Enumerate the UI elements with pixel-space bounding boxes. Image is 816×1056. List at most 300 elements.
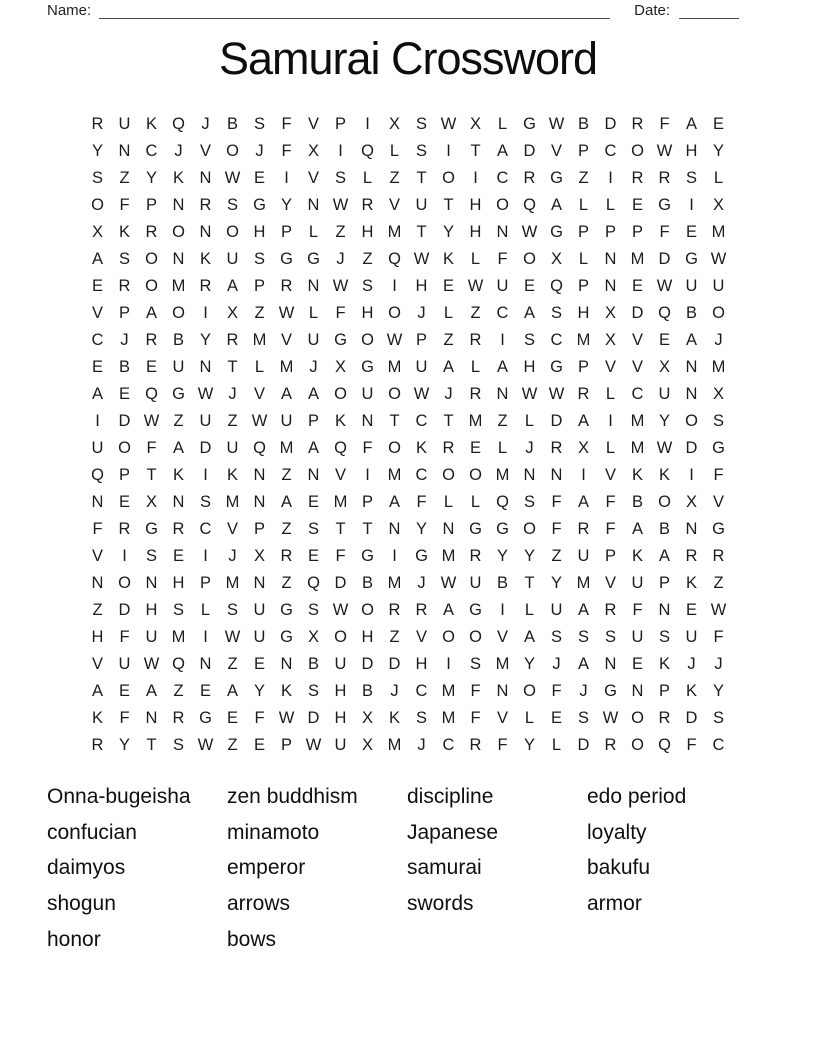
grid-cell: W xyxy=(332,277,349,295)
grid-cell: R xyxy=(631,169,644,187)
grid-cell: C xyxy=(631,385,644,403)
grid-cell: Y xyxy=(658,412,670,430)
grid-cell: Q xyxy=(91,466,104,484)
grid-cell: M xyxy=(252,331,267,349)
grid-cell: V xyxy=(91,304,103,322)
grid-cell: M xyxy=(441,682,456,700)
grid-cell: E xyxy=(91,277,103,295)
word-item: Onna-bugeisha xyxy=(47,785,191,808)
grid-cell: M xyxy=(225,493,240,511)
grid-cell: U xyxy=(334,655,347,673)
grid-cell: N xyxy=(253,493,266,511)
grid-cell: C xyxy=(199,520,212,538)
grid-cell: J xyxy=(714,331,723,349)
grid-cell: H xyxy=(361,304,374,322)
grid-cell: Y xyxy=(253,682,265,700)
grid-cell: L xyxy=(551,736,562,754)
grid-cell: O xyxy=(442,466,455,484)
grid-cell: J xyxy=(228,385,237,403)
grid-cell: W xyxy=(143,655,160,673)
grid-row xyxy=(84,138,732,165)
grid-cell: E xyxy=(91,358,103,376)
grid-cell: W xyxy=(224,169,241,187)
grid-cell: L xyxy=(200,601,211,619)
grid-cell: E xyxy=(631,196,643,214)
grid-cell: V xyxy=(604,574,616,592)
grid-cell: Y xyxy=(91,142,103,160)
grid-cell: S xyxy=(199,493,211,511)
grid-cell: M xyxy=(495,466,510,484)
grid-cell: G xyxy=(280,601,293,619)
word-item: emperor xyxy=(227,856,306,880)
grid-cell: R xyxy=(415,601,428,619)
grid-cell: A xyxy=(145,304,157,322)
grid-cell: O xyxy=(145,250,158,268)
grid-cell: S xyxy=(550,304,562,322)
grid-cell: R xyxy=(469,385,482,403)
grid-cell: N xyxy=(685,385,698,403)
grid-cell: U xyxy=(226,439,239,457)
grid-row xyxy=(84,273,732,300)
grid-cell: O xyxy=(388,385,401,403)
grid-row xyxy=(84,354,732,381)
grid-cell: O xyxy=(442,169,455,187)
grid-cell: Q xyxy=(334,439,347,457)
grid-cell: T xyxy=(362,520,373,538)
grid-cell: H xyxy=(415,655,428,673)
grid-cell: E xyxy=(631,277,643,295)
grid-cell: O xyxy=(226,223,239,241)
word-list-column xyxy=(227,779,407,958)
grid-cell: W xyxy=(521,223,538,241)
grid-cell: U xyxy=(307,331,320,349)
grid-cell: T xyxy=(335,520,346,538)
grid-cell: W xyxy=(197,385,214,403)
grid-cell: R xyxy=(199,277,212,295)
grid-cell: L xyxy=(524,412,535,430)
grid-cell: N xyxy=(523,466,536,484)
grid-cell: E xyxy=(307,547,319,565)
grid-cell: T xyxy=(443,412,454,430)
grid-cell: P xyxy=(199,574,211,592)
grid-cell: O xyxy=(631,142,644,160)
grid-cell: R xyxy=(388,601,401,619)
grid-cell: Z xyxy=(281,574,292,592)
grid-cell: T xyxy=(443,196,454,214)
grid-cell: J xyxy=(309,358,318,376)
grid-cell: D xyxy=(604,115,617,133)
grid-cell: O xyxy=(361,601,374,619)
grid-cell: R xyxy=(523,169,536,187)
grid-cell: G xyxy=(253,196,266,214)
grid-cell: F xyxy=(281,115,292,133)
grid-cell: U xyxy=(685,277,698,295)
grid-cell: W xyxy=(332,196,349,214)
grid-cell: G xyxy=(604,682,617,700)
grid-cell: N xyxy=(496,223,509,241)
grid-cell: N xyxy=(145,574,158,592)
grid-cell: A xyxy=(145,682,157,700)
grid-cell: N xyxy=(172,493,185,511)
grid-cell: S xyxy=(604,628,616,646)
grid-cell: U xyxy=(712,277,725,295)
grid-cell: J xyxy=(714,655,723,673)
grid-cell: A xyxy=(91,682,103,700)
grid-cell: W xyxy=(413,250,430,268)
grid-cell: I xyxy=(500,331,505,349)
grid-cell: E xyxy=(631,655,643,673)
grid-cell: O xyxy=(388,304,401,322)
grid-cell: V xyxy=(280,331,292,349)
grid-cell: G xyxy=(415,547,428,565)
grid-cell: P xyxy=(415,331,427,349)
grid-cell: C xyxy=(91,331,104,349)
grid-cell: N xyxy=(496,385,509,403)
grid-cell: V xyxy=(388,196,400,214)
grid-cell: Q xyxy=(658,736,671,754)
grid-cell: R xyxy=(118,277,131,295)
grid-cell: S xyxy=(685,169,697,187)
grid-cell: P xyxy=(334,115,346,133)
grid-cell: U xyxy=(118,115,131,133)
grid-cell: J xyxy=(417,304,426,322)
grid-cell: F xyxy=(362,439,373,457)
grid-row xyxy=(84,246,732,273)
grid-cell: B xyxy=(118,358,130,376)
word-item: confucian xyxy=(47,820,137,844)
grid-cell: L xyxy=(605,439,616,457)
grid-cell: A xyxy=(685,331,697,349)
grid-cell: N xyxy=(550,466,563,484)
grid-cell: N xyxy=(388,520,401,538)
grid-cell: J xyxy=(579,682,588,700)
grid-cell: E xyxy=(253,655,265,673)
grid-cell: H xyxy=(469,223,482,241)
grid-cell: R xyxy=(712,547,725,565)
grid-cell: X xyxy=(658,358,670,376)
grid-cell: F xyxy=(605,493,616,511)
grid-cell: G xyxy=(496,520,509,538)
grid-cell: A xyxy=(280,385,292,403)
grid-cell: P xyxy=(253,520,265,538)
grid-cell: Y xyxy=(280,196,292,214)
grid-row xyxy=(84,192,732,219)
grid-cell: U xyxy=(334,736,347,754)
grid-cell: X xyxy=(685,493,697,511)
grid-cell: W xyxy=(521,385,538,403)
grid-cell: R xyxy=(658,709,671,727)
grid-cell: R xyxy=(442,439,455,457)
grid-cell: F xyxy=(146,439,157,457)
grid-cell: A xyxy=(523,304,535,322)
grid-cell: Z xyxy=(227,736,238,754)
grid-cell: F xyxy=(497,736,508,754)
grid-cell: E xyxy=(253,169,265,187)
grid-cell: M xyxy=(630,412,645,430)
grid-cell: K xyxy=(280,682,292,700)
grid-cell: G xyxy=(361,547,374,565)
word-list xyxy=(47,779,767,958)
grid-cell: G xyxy=(550,358,563,376)
grid-cell: K xyxy=(118,223,130,241)
grid-cell: M xyxy=(441,709,456,727)
grid-cell: F xyxy=(335,547,346,565)
grid-cell: Q xyxy=(361,142,374,160)
grid-cell: X xyxy=(145,493,157,511)
grid-cell: T xyxy=(416,169,427,187)
grid-cell: E xyxy=(118,493,130,511)
grid-cell: I xyxy=(608,412,613,430)
grid-cell: A xyxy=(577,601,589,619)
grid-cell: L xyxy=(578,196,589,214)
grid-cell: W xyxy=(440,115,457,133)
grid-cell: W xyxy=(197,736,214,754)
grid-cell: Y xyxy=(523,655,535,673)
grid-cell: S xyxy=(307,520,319,538)
grid-cell: G xyxy=(280,250,293,268)
grid-cell: X xyxy=(604,304,616,322)
grid-cell: Z xyxy=(227,412,238,430)
grid-cell: W xyxy=(548,385,565,403)
grid-cell: J xyxy=(687,655,696,673)
grid-cell: H xyxy=(523,358,536,376)
grid-cell: X xyxy=(91,223,103,241)
grid-cell: I xyxy=(608,169,613,187)
grid-cell: S xyxy=(415,709,427,727)
grid-cell: W xyxy=(413,385,430,403)
grid-cell: N xyxy=(307,466,320,484)
grid-cell: K xyxy=(658,655,670,673)
grid-cell: G xyxy=(712,520,725,538)
grid-cell: V xyxy=(334,466,346,484)
grid-cell: R xyxy=(280,277,293,295)
grid-cell: R xyxy=(469,547,482,565)
grid-cell: E xyxy=(658,331,670,349)
grid-cell: O xyxy=(361,331,374,349)
grid-cell: O xyxy=(496,196,509,214)
grid-cell: C xyxy=(415,682,428,700)
grid-cell: R xyxy=(91,115,104,133)
grid-cell: K xyxy=(685,574,697,592)
grid-cell: E xyxy=(145,358,157,376)
grid-cell: G xyxy=(712,439,725,457)
grid-cell: B xyxy=(631,493,643,511)
grid-cell: I xyxy=(446,142,451,160)
grid-cell: L xyxy=(443,304,454,322)
grid-cell: V xyxy=(307,169,319,187)
grid-cell: C xyxy=(712,736,725,754)
grid-cell: I xyxy=(203,628,208,646)
grid-cell: B xyxy=(226,115,238,133)
grid-cell: K xyxy=(388,709,400,727)
grid-cell: K xyxy=(685,682,697,700)
grid-cell: U xyxy=(361,385,374,403)
grid-cell: K xyxy=(172,169,184,187)
grid-cell: P xyxy=(604,223,616,241)
grid-cell: S xyxy=(118,250,130,268)
grid-cell: S xyxy=(226,196,238,214)
date-write-line xyxy=(679,3,739,19)
grid-cell: G xyxy=(199,709,212,727)
grid-cell: R xyxy=(172,709,185,727)
grid-cell: K xyxy=(172,466,184,484)
grid-cell: O xyxy=(685,412,698,430)
grid-cell: N xyxy=(604,655,617,673)
grid-cell: J xyxy=(174,142,183,160)
grid-cell: X xyxy=(712,196,724,214)
grid-cell: N xyxy=(307,196,320,214)
grid-cell: N xyxy=(172,250,185,268)
grid-cell: J xyxy=(525,439,534,457)
grid-cell: O xyxy=(469,628,482,646)
grid-cell: Y xyxy=(145,169,157,187)
grid-cell: Y xyxy=(199,331,211,349)
grid-cell: N xyxy=(361,412,374,430)
grid-cell: K xyxy=(658,466,670,484)
grid-cell: Y xyxy=(415,520,427,538)
grid-cell: M xyxy=(630,250,645,268)
grid-cell: O xyxy=(118,574,131,592)
grid-cell: X xyxy=(577,439,589,457)
grid-cell: R xyxy=(469,736,482,754)
grid-cell: D xyxy=(523,142,536,160)
grid-cell: R xyxy=(604,736,617,754)
grid-cell: N xyxy=(280,655,293,673)
grid-cell: H xyxy=(685,142,698,160)
grid-row xyxy=(84,381,732,408)
grid-cell: B xyxy=(307,655,319,673)
grid-cell: W xyxy=(656,142,673,160)
grid-cell: A xyxy=(685,115,697,133)
grid-cell: F xyxy=(551,493,562,511)
grid-cell: M xyxy=(711,358,726,376)
grid-cell: R xyxy=(118,520,131,538)
grid-cell: L xyxy=(713,169,724,187)
grid-cell: N xyxy=(253,466,266,484)
grid-cell: F xyxy=(335,304,346,322)
word-item: samurai xyxy=(407,856,482,880)
grid-cell: J xyxy=(120,331,129,349)
grid-cell: N xyxy=(442,520,455,538)
grid-cell: R xyxy=(631,115,644,133)
grid-cell: H xyxy=(253,223,266,241)
grid-cell: E xyxy=(253,736,265,754)
grid-row xyxy=(84,516,732,543)
grid-cell: L xyxy=(605,196,616,214)
grid-cell: H xyxy=(361,223,374,241)
grid-cell: L xyxy=(470,358,481,376)
grid-cell: Q xyxy=(172,655,185,673)
grid-cell: X xyxy=(253,547,265,565)
grid-cell: I xyxy=(500,601,505,619)
grid-cell: U xyxy=(253,628,266,646)
grid-cell: W xyxy=(251,412,268,430)
grid-cell: D xyxy=(334,574,347,592)
grid-cell: J xyxy=(390,682,399,700)
grid-cell: R xyxy=(145,331,158,349)
grid-cell: Z xyxy=(92,601,103,619)
grid-cell: N xyxy=(118,142,131,160)
word-item: loyalty xyxy=(587,820,647,844)
grid-cell: B xyxy=(658,520,670,538)
grid-cell: Y xyxy=(712,682,724,700)
grid-cell: X xyxy=(712,385,724,403)
grid-cell: N xyxy=(631,682,644,700)
grid-cell: P xyxy=(361,493,373,511)
grid-cell: W xyxy=(278,304,295,322)
grid-cell: J xyxy=(255,142,264,160)
grid-cell: X xyxy=(334,358,346,376)
grid-row xyxy=(84,624,732,651)
word-item: bows xyxy=(227,927,277,951)
grid-cell: P xyxy=(658,682,670,700)
grid-cell: J xyxy=(201,115,210,133)
grid-cell: E xyxy=(685,223,697,241)
grid-cell: O xyxy=(712,304,725,322)
grid-cell: A xyxy=(91,385,103,403)
grid-cell: A xyxy=(496,142,508,160)
grid-cell: U xyxy=(496,277,509,295)
grid-cell: U xyxy=(469,574,482,592)
grid-cell: Q xyxy=(145,385,158,403)
grid-cell: O xyxy=(631,709,644,727)
grid-cell: F xyxy=(605,520,616,538)
grid-cell: G xyxy=(334,331,347,349)
grid-row xyxy=(84,678,732,705)
grid-cell: H xyxy=(469,196,482,214)
grid-cell: U xyxy=(253,601,266,619)
grid-cell: R xyxy=(226,331,239,349)
grid-row xyxy=(84,462,732,489)
grid-cell: O xyxy=(442,628,455,646)
grid-cell: J xyxy=(417,574,426,592)
grid-cell: D xyxy=(550,412,563,430)
grid-cell: R xyxy=(199,196,212,214)
grid-cell: V xyxy=(199,142,211,160)
grid-cell: W xyxy=(467,277,484,295)
grid-cell: L xyxy=(497,439,508,457)
grid-cell: R xyxy=(172,520,185,538)
grid-cell: I xyxy=(203,304,208,322)
grid-cell: W xyxy=(278,709,295,727)
grid-cell: A xyxy=(388,493,400,511)
grid-cell: X xyxy=(388,115,400,133)
grid-cell: I xyxy=(689,196,694,214)
grid-cell: Z xyxy=(119,169,130,187)
grid-cell: J xyxy=(336,250,345,268)
grid-cell: G xyxy=(685,250,698,268)
grid-cell: X xyxy=(307,628,319,646)
grid-cell: R xyxy=(577,385,590,403)
grid-cell: L xyxy=(497,115,508,133)
grid-cell: S xyxy=(550,628,562,646)
grid-cell: S xyxy=(145,547,157,565)
grid-cell: X xyxy=(226,304,238,322)
grid-cell: M xyxy=(171,628,186,646)
grid-cell: A xyxy=(550,196,562,214)
grid-cell: I xyxy=(122,547,127,565)
grid-cell: D xyxy=(685,439,698,457)
grid-cell: S xyxy=(658,628,670,646)
grid-cell: T xyxy=(146,466,157,484)
grid-cell: I xyxy=(392,277,397,295)
grid-cell: U xyxy=(415,358,428,376)
grid-cell: N xyxy=(253,574,266,592)
grid-cell: Y xyxy=(442,223,454,241)
grid-cell: N xyxy=(658,601,671,619)
grid-cell: Z xyxy=(173,412,184,430)
grid-cell: V xyxy=(91,655,103,673)
